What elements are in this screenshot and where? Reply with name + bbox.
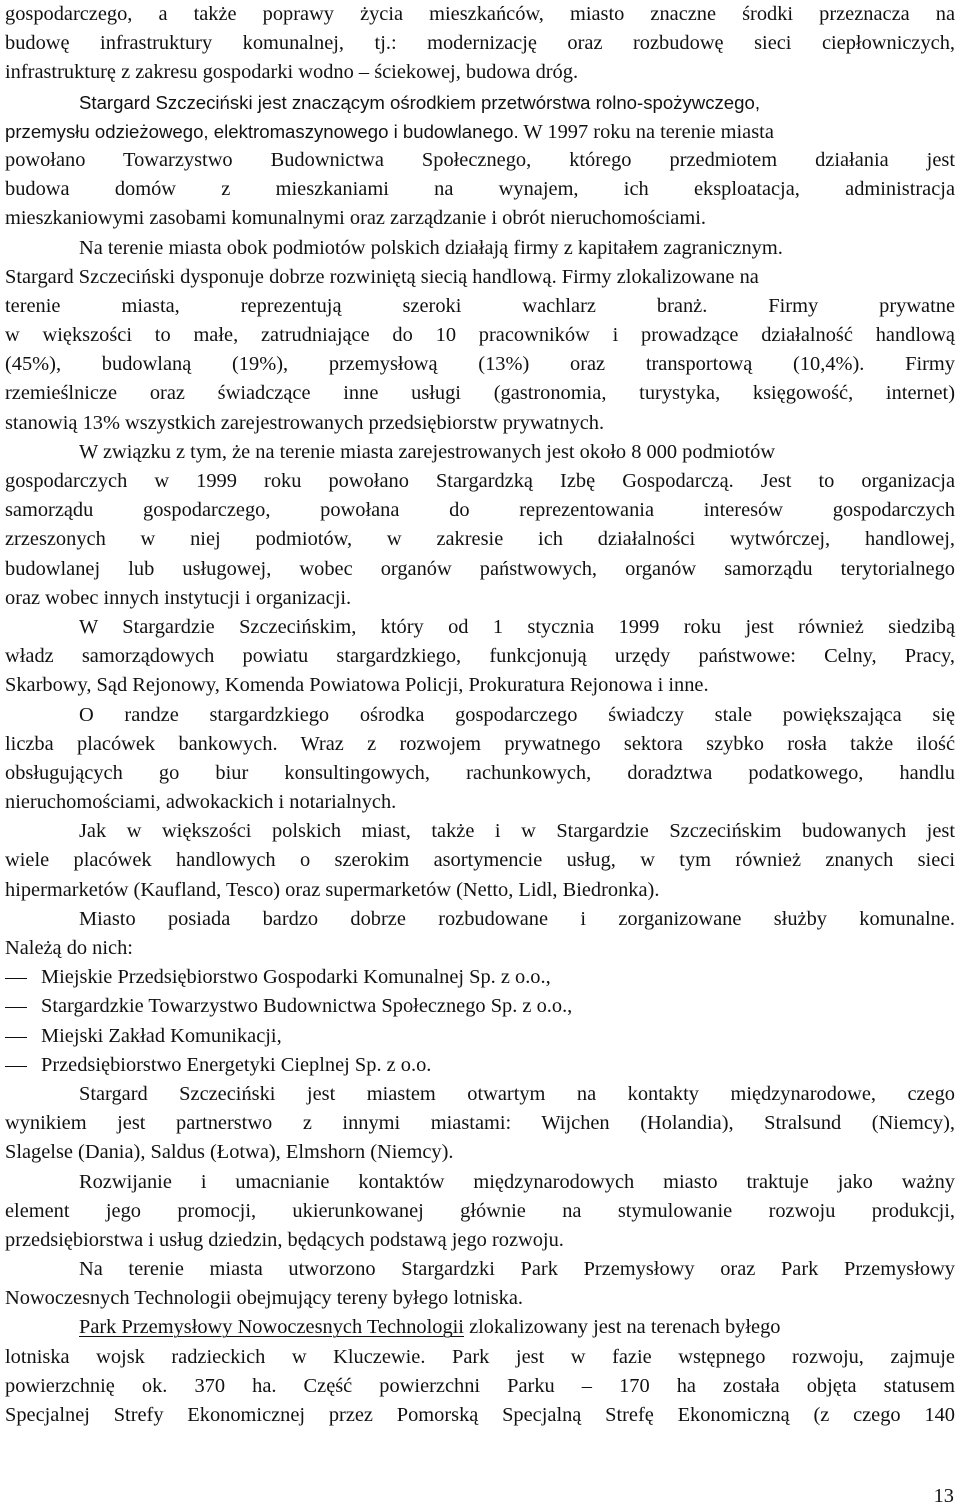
list-item bbox=[5, 1022, 955, 1051]
list-item bbox=[5, 992, 955, 1021]
page-number: 13 bbox=[933, 1485, 954, 1507]
text-line: samorządu gospodarczego, powołana do reprezentowania interesów gospodarczych bbox=[5, 499, 955, 522]
text-line: Miasto posiada bardzo dobrze rozbudowane i zorganizowane służby komunalne. bbox=[79, 907, 955, 930]
text-line: lotniska wojsk radzieckich w Kluczewie. Park jest w fazie wstępnego rozwoju, zajmuje bbox=[5, 1345, 955, 1368]
dash-bullet-icon bbox=[5, 978, 27, 979]
text-line: Stargard Szczeciński jest znaczącym ośrodkiem przetwórstwa rolno-spożywczego, bbox=[79, 91, 760, 113]
list-item bbox=[5, 1051, 955, 1080]
document-page bbox=[5, 0, 955, 1430]
text-line: Na terenie miasta obok podmiotów polskich działają firmy z kapitałem zagranicznym. bbox=[79, 236, 783, 259]
list-item-text: Miejskie Przedsiębiorstwo Gospodarki Komunalnej Sp. z o.o., bbox=[41, 966, 551, 989]
dash-bullet-icon bbox=[5, 1007, 27, 1008]
dash-bullet-icon bbox=[5, 1066, 27, 1067]
text-line bbox=[5, 1313, 955, 1342]
text-line: Slagelse (Dania), Saldus (Łotwa), Elmshorn (Niemcy). bbox=[5, 1141, 454, 1164]
text-line: oraz wobec innych instytucji i organizacji. bbox=[5, 586, 352, 609]
text-line bbox=[5, 117, 955, 146]
text-line: Jak w większości polskich miast, także i w Stargardzie Szczecińskim budowanych jest bbox=[79, 820, 955, 843]
text-line: Należą do nich: bbox=[5, 937, 133, 959]
text-line: gospodarczych w 1999 roku powołano Stargardzką Izbę Gospodarczą. Jest to organizacja bbox=[5, 470, 955, 492]
text-line: władz samorządowych powiatu stargardzkiego, funkcjonują urzędy państwowe: Celny, Pracy, bbox=[5, 645, 955, 668]
text-line: gospodarczego, a także poprawy życia mieszkańców, miasto znaczne środki przeznacza na bbox=[5, 3, 955, 25]
text-line: W związku z tym, że na terenie miasta zarejestrowanych jest około 8 000 podmiotów bbox=[79, 440, 776, 463]
list-item bbox=[5, 963, 955, 992]
text-line: powierzchnię ok. 370 ha. Część powierzchni Parku – 170 ha została objęta statusem bbox=[5, 1374, 955, 1397]
text-line: Stargard Szczeciński jest miastem otwartym na kontakty międzynarodowe, czego bbox=[79, 1082, 955, 1105]
text-line: (45%), budowlaną (19%), przemysłową (13%) oraz transportową (10,4%). Firmy bbox=[5, 353, 955, 376]
text-line: Skarbowy, Sąd Rejonowy, Komenda Powiatowa Policji, Prokuratura Rejonowa i inne. bbox=[5, 674, 709, 697]
text-line: nieruchomościami, adwokackich i notarialnych. bbox=[5, 791, 397, 814]
text-line: wynikiem jest partnerstwo z innymi miastami: Wijchen (Holandia), Stralsund (Niemcy), bbox=[5, 1112, 955, 1135]
text-line: powołano Towarzystwo Budownictwa Społecznego, którego przedmiotem działania jest bbox=[5, 148, 955, 171]
text-line: budowę infrastruktury komunalnej, tj.: modernizację oraz rozbudowę sieci ciepłowniczych, bbox=[5, 32, 955, 55]
text-line: liczba placówek bankowych. Wraz z rozwojem prywatnego sektora szybko rosła także ilość bbox=[5, 732, 955, 755]
text-line: Nowoczesnych Technologii obejmujący tereny byłego lotniska. bbox=[5, 1287, 524, 1310]
text-line: Stargard Szczeciński dysponuje dobrze rozwiniętą siecią handlową. Firmy zlokalizowane na bbox=[5, 265, 759, 288]
text-segment: przemysłu odzieżowego, elektromaszynowego i budowlanego. bbox=[5, 120, 519, 142]
text-line: Na terenie miasta utworzono Stargardzki Park Przemysłowy oraz Park Przemysłowy bbox=[79, 1258, 955, 1281]
text-line: przedsiębiorstwa i usług dziedzin, będących podstawą jego rozwoju. bbox=[5, 1228, 564, 1251]
text-line: wiele placówek handlowych o szerokim asortymencie usług, w tym również znanych sieci bbox=[5, 849, 955, 872]
text-line: element jego promocji, ukierunkowanej głównie na stymulowanie rozwoju produkcji, bbox=[5, 1199, 955, 1222]
text-line: hipermarketów (Kaufland, Tesco) oraz supermarketów (Netto, Lidl, Biedronka). bbox=[5, 878, 660, 901]
dash-bullet-icon bbox=[5, 1037, 27, 1038]
text-line: infrastrukturę z zakresu gospodarki wodno – ściekowej, budowa dróg. bbox=[5, 61, 579, 84]
text-line: Rozwijanie i umacnianie kontaktów międzynarodowych miasto traktuje jako ważny bbox=[79, 1170, 955, 1193]
text-line: budowlanej lub usługowej, wobec organów państwowych, organów samorządu terytorialnego bbox=[5, 557, 955, 580]
text-line: O randze stargardzkiego ośrodka gospodarczego świadczy stale powiększająca się bbox=[79, 703, 955, 726]
list-item-text: Przedsiębiorstwo Energetyki Cieplnej Sp. z o.o. bbox=[41, 1053, 432, 1076]
text-line: w większości to małe, zatrudniające do 10 pracowników i prowadzące działalność handlową bbox=[5, 324, 955, 347]
text-line: budowa domów z mieszkaniami na wynajem, ich eksploatacja, administracja bbox=[5, 178, 955, 201]
text-line: terenie miasta, reprezentują szeroki wachlarz branż. Firmy prywatne bbox=[5, 294, 955, 317]
list-item-text: Miejski Zakład Komunikacji, bbox=[41, 1024, 282, 1047]
text-line: mieszkaniowymi zasobami komunalnymi oraz zarządzanie i obrót nieruchomościami. bbox=[5, 207, 706, 230]
text-line: rzemieślnicze oraz świadczące inne usługi (gastronomia, turystyka, księgowość, internet) bbox=[5, 382, 955, 405]
text-segment: W 1997 roku na terenie miasta bbox=[523, 120, 774, 143]
text-line: obsługujących go biur konsultingowych, rachunkowych, doradztwa podatkowego, handlu bbox=[5, 761, 955, 784]
text-line: stanowią 13% wszystkich zarejestrowanych przedsiębiorstw prywatnych. bbox=[5, 411, 605, 434]
text-segment: zlokalizowany jest na terenach byłego bbox=[463, 1316, 781, 1339]
text-line: zrzeszonych w niej podmiotów, w zakresie ich działalności wytwórczej, handlowej, bbox=[5, 528, 955, 551]
list-item-text: Stargardzkie Towarzystwo Budownictwa Społecznego Sp. z o.o., bbox=[41, 995, 573, 1018]
text-line: W Stargardzie Szczecińskim, który od 1 stycznia 1999 roku jest również siedzibą bbox=[79, 615, 955, 638]
park-link[interactable]: Park Przemysłowy Nowoczesnych Technologii bbox=[79, 1316, 464, 1339]
text-line: Specjalnej Strefy Ekonomicznej przez Pomorską Specjalną Strefę Ekonomiczną (z czego 140 bbox=[5, 1404, 955, 1426]
